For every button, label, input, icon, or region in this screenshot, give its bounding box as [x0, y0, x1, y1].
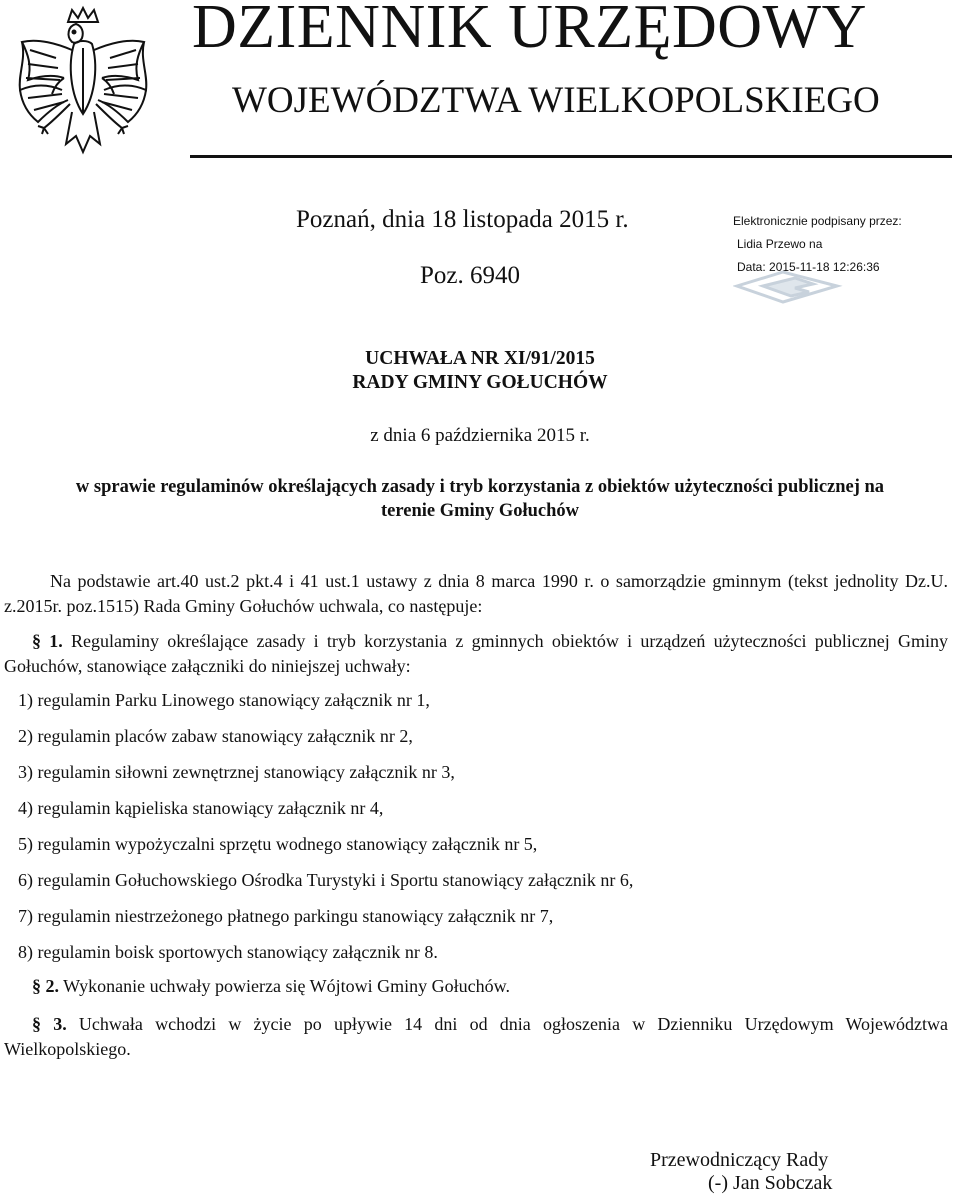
masthead-divider	[190, 155, 952, 158]
section-2-text: Wykonanie uchwały powierza się Wójtowi Gminy Gołuchów.	[59, 976, 510, 996]
section-2	[4, 974, 948, 999]
resolution-title-council: RADY GMINY GOŁUCHÓW	[352, 372, 608, 393]
signature-signer: Lidia Przewo na	[737, 237, 823, 251]
resolution-title-number: UCHWAŁA NR XI/91/2015	[365, 348, 595, 369]
polish-eagle-emblem-icon	[8, 4, 158, 164]
e-signature-logo-icon	[733, 266, 843, 306]
preamble	[4, 569, 948, 618]
list-item: 8) regulamin boisk sportowych stanowiący załącznik nr 8.	[18, 942, 438, 962]
publication-position: Poz. 6940	[420, 262, 520, 289]
signature-date: Data: 2015-11-18 12:26:36	[737, 260, 880, 274]
signatory-role: Przewodniczący Rady	[650, 1149, 829, 1171]
signatory-name: (-) Jan Sobczak	[708, 1172, 833, 1194]
section-1-text: Regulaminy określające zasady i tryb korzystania z gminnych obiektów i urządzeń użyteczności publicznej Gminy Gołuchów, stanowiące załączniki do niniejszej uchwały:	[4, 631, 948, 676]
signature-label: Elektronicznie podpisany przez:	[733, 214, 902, 228]
section-1	[4, 629, 948, 678]
list-item: 2) regulamin placów zabaw stanowiący załącznik nr 2,	[18, 726, 413, 746]
resolution-subject-line1: w sprawie regulaminów określających zasady i tryb korzystania z obiektów użyteczności publicznej na	[75, 477, 885, 497]
section-2-mark: § 2.	[32, 976, 59, 996]
journal-subtitle: WOJEWÓDZTWA WIELKOPOLSKIEGO	[232, 80, 880, 121]
resolution-subject-line2: terenie Gminy Gołuchów	[380, 501, 579, 521]
resolution-date: z dnia 6 października 2015 r.	[370, 425, 590, 446]
section-3-mark: § 3.	[32, 1014, 67, 1034]
preamble-text: Na podstawie art.40 ust.2 pkt.4 i 41 ust.1 ustawy z dnia 8 marca 1990 r. o samorządzie gminnym (tekst jednolity Dz.U. z.2015r. poz.1515) Rada Gminy Gołuchów uchwala, co następuje:	[4, 571, 948, 616]
list-item: 4) regulamin kąpieliska stanowiący załącznik nr 4,	[18, 798, 384, 818]
list-item: 7) regulamin niestrzeżonego płatnego parkingu stanowiący załącznik nr 7,	[18, 906, 554, 926]
section-3	[4, 1012, 948, 1061]
list-item: 1) regulamin Parku Linowego stanowiący załącznik nr 1,	[18, 690, 430, 710]
list-item: 3) regulamin siłowni zewnętrznej stanowiący załącznik nr 3,	[18, 762, 455, 782]
section-3-text: Uchwała wchodzi w życie po upływie 14 dni od dnia ogłoszenia w Dzienniku Urzędowym Województwa Wielkopolskiego.	[4, 1014, 948, 1059]
publication-place-date: Poznań, dnia 18 listopada 2015 r.	[296, 206, 629, 233]
journal-title: DZIENNIK URZĘDOWY	[192, 0, 867, 61]
list-item: 5) regulamin wypożyczalni sprzętu wodnego stanowiący załącznik nr 5,	[18, 834, 538, 854]
section-1-mark: § 1.	[32, 631, 63, 651]
list-item: 6) regulamin Gołuchowskiego Ośrodka Turystyki i Sportu stanowiący załącznik nr 6,	[18, 870, 634, 890]
